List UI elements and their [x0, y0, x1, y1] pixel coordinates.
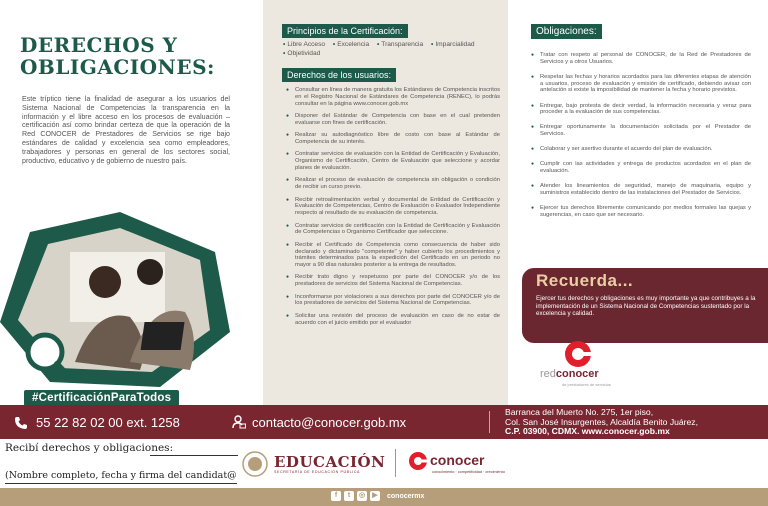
- red-conocer-wordmark: redconocer: [540, 368, 599, 380]
- principle-item: • Imparcialidad: [431, 41, 475, 48]
- obligations-list: [531, 52, 751, 227]
- rights-list: [286, 87, 500, 332]
- rights-item: ● Realizar su autodiagnóstico libre de costo con base al Estándar de Competencia de su interés.: [286, 132, 500, 146]
- youtube-icon[interactable]: ▶: [370, 491, 380, 501]
- red-conocer-logo: [540, 340, 650, 390]
- obligation-item: ● Entregar oportunamente la documentación solicitada por el Prestador de Servicios.: [531, 124, 751, 138]
- obligation-item: ● Ejercer tus derechos libremente comunicando por medios formales las quejas y sugerencias, en caso que ser necesario.: [531, 205, 751, 219]
- twitter-icon[interactable]: t: [344, 491, 354, 501]
- signature-area: [0, 439, 768, 488]
- left-panel: [0, 0, 263, 405]
- conocer-wordmark: conocer: [430, 452, 485, 468]
- recuerda-text: Ejercer tus derechos y obligaciones es muy importante ya que contribuyes a la implementación de un Sistema Nacional de Competencias sustentado por la excelencia y calidad.: [536, 295, 756, 318]
- name-line: [5, 483, 237, 484]
- principle-item: • Excelencia: [332, 41, 370, 48]
- conocer-logo-icon: [408, 451, 428, 471]
- social-band: [0, 488, 768, 506]
- obligation-item: ● Tratar con respeto al personal de CONOCER, de la Red de Prestadores de Servicios y a otros Usuarios.: [531, 52, 751, 66]
- obligations-heading: Obligaciones:: [531, 24, 602, 39]
- rights-item: ● Contratar servicios de certificación con la Entidad de Certificación y Evaluación de Competencias o Organismo Certificador que seleccione.: [286, 223, 500, 237]
- principles-list: [283, 40, 503, 58]
- rights-item: ● Disponer del Estándar de Competencia con base en el cual pretenden evaluarse con fines de certificación.: [286, 113, 500, 127]
- principle-item: • Libre Acceso: [283, 41, 326, 48]
- obligation-item: ● Cumplir con las actividades y entrega de productos acordados en el plan de evaluación.: [531, 161, 751, 175]
- email-link[interactable]: contacto@conocer.gob.mx: [252, 415, 407, 430]
- principle-item: • Objetividad: [283, 50, 321, 57]
- students-photo: [0, 212, 230, 387]
- conocer-tagline: conocimiento · competitividad · crecimiento: [432, 470, 505, 474]
- obligation-item: ● Atender los lineamientos de seguridad, manejo de maquinaria, equipo y suministros establecido dentro de las instalaciones del Prestador de Servicios.: [531, 183, 751, 197]
- facebook-icon[interactable]: f: [331, 491, 341, 501]
- address-line: C.P. 03900, CDMX. www.conocer.gob.mx: [505, 426, 670, 437]
- obligation-item: ● Colaborar y ser asertivo durante el acuerdo del plan de evaluación.: [531, 146, 751, 153]
- title-line-2: OBLIGACIONES:: [20, 55, 215, 79]
- obligation-item: ● Respetar las fechas y horarios acordados para las diferentes etapas de atención a usuarios, proceso de evaluación y emisión de certificado, debiendo avisar con antelación si existe la imposibilidad de mantener la fecha y horario previstos.: [531, 74, 751, 94]
- rights-item: ● Solicitar una revisión del proceso de evaluación en caso de no estar de acuerdo con el juicio emitido por el evaluador: [286, 313, 500, 327]
- recuerda-box: [522, 268, 768, 343]
- rights-item: ● Consultar en línea de manera gratuita los Estándares de Competencia inscritos en el Registro Nacional de Estándares de Competencia (RENEC), lo podrás consultar en la página www.conocer.gob.mx: [286, 87, 500, 107]
- red-conocer-sub: de prestadores de servicios: [562, 382, 611, 387]
- social-handle[interactable]: conocermx: [387, 492, 425, 500]
- rights-item: ● Realizar el proceso de evaluación de competencia sin obligación o condición de recibir un curso previo.: [286, 177, 500, 191]
- hashtag-badge: #CertificaciónParaTodos: [24, 390, 179, 406]
- rights-item: ● Recibir el Certificado de Competencia como consecuencia de haber sido declarado y dictaminado "competente" y haber cubierto los procedimientos y trámites determinados para la expedición del Certificado en un periodo no mayor a 90 días naturales posterior a la entrega de resultados.: [286, 242, 500, 269]
- principle-item: • Transparencia: [376, 41, 424, 48]
- principles-heading: Principios de la Certificación:: [282, 24, 408, 38]
- contact-divider: [489, 411, 490, 433]
- conocer-logo: [408, 451, 505, 476]
- rights-item: ● Recibir trato digno y respetuoso por parte del CONOCER y/o de los prestadores de servicios del Sistema Nacional de Competencias.: [286, 274, 500, 288]
- title-line-1: DERECHOS Y: [20, 33, 178, 57]
- name-label: (Nombre completo, fecha y firma del candidat@: [5, 470, 237, 481]
- rights-heading: Derechos de los usuarios:: [282, 68, 396, 82]
- instagram-icon[interactable]: ◎: [358, 492, 366, 499]
- educacion-wordmark: EDUCACIÓN: [274, 453, 386, 471]
- phone-number[interactable]: 55 22 82 02 00 ext. 1258: [36, 415, 180, 430]
- address: [505, 408, 698, 437]
- address-line: Col. San José Insurgentes, Alcaldía Benito Juárez,: [505, 416, 698, 427]
- logo-divider: [395, 449, 396, 477]
- rights-item: ● Recibir retroalimentación verbal y documental de Entidad de Certificación y Evaluación de Competencias, Centro de Evaluación o Evaluador Independiente respecto al resultado de su evaluación de competencia.: [286, 197, 500, 217]
- mexico-seal-icon: [242, 451, 268, 477]
- intro-paragraph: Este tríptico tiene la finalidad de asegurar a los usuarios del Sistema Nacional de Competencias la transparencia en la información y el libre acceso en los procesos de evaluación – certificación así como brindar certeza de que la operación de la Red CONOCER de Prestadores de Servicios se rige bajo estándares de calidad y excelencia sea como empleadores, trabajadores y personas en general de los sectores social, productivo, educativo y de gobierno de nuestro país.: [22, 95, 230, 165]
- educacion-sub: SECRETARÍA DE EDUCACIÓN PÚBLICA: [274, 470, 361, 474]
- recuerda-heading: Recuerda...: [536, 271, 634, 290]
- rights-item: ● Contratar servicios de evaluación con la Entidad de Certificación y Evaluación, Organismo de Certificación, Centro de Evaluación que seleccione y acordar planes de evaluación.: [286, 151, 500, 171]
- contact-band: [0, 405, 768, 439]
- received-line: [150, 455, 238, 456]
- rights-item: ● Inconformarse por violaciones a sus derechos por parte del CONOCER y/o de los prestadores de servicios del Sistema Nacional de Competencias.: [286, 294, 500, 308]
- received-label: Recibí derechos y obligaciones:: [5, 442, 174, 454]
- address-line: Barranca del Muerto No. 275, 1er piso,: [505, 407, 654, 417]
- social-links: [331, 491, 424, 501]
- sep-logo: [242, 451, 385, 477]
- phone-icon: [14, 416, 28, 430]
- user-mail-icon: [232, 415, 246, 429]
- page-title: [20, 34, 215, 78]
- obligation-item: ● Entregar, bajo protesta de decir verdad, la información necesaria y veraz para proceder a la evaluación de sus competencias.: [531, 103, 751, 117]
